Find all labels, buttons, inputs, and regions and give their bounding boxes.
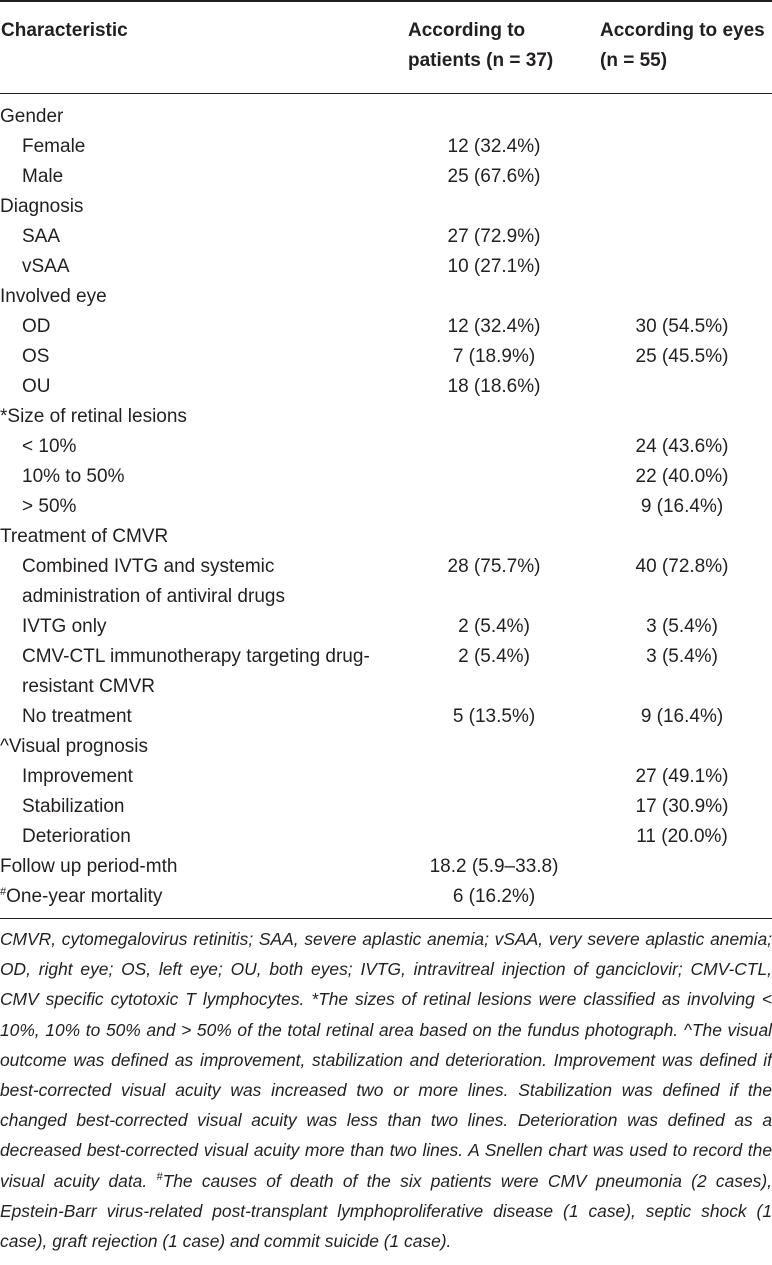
row-label [0, 612, 398, 642]
row-label [0, 402, 398, 432]
table-row [0, 822, 772, 852]
row-label-text: Diagnosis [0, 195, 84, 217]
cell-patients: 25 (67.6%) [447, 165, 541, 187]
cell-patients [398, 462, 590, 492]
table-row [0, 132, 772, 162]
row-label-text: Male [22, 165, 64, 187]
cell-eyes: 40 (72.8%) [635, 555, 729, 577]
cell-patients [398, 762, 590, 792]
table-row [0, 792, 772, 822]
table-spacer [0, 93, 772, 102]
row-label [0, 462, 398, 492]
cell-eyes: 11 (20.0%) [636, 825, 728, 847]
row-label [0, 552, 398, 612]
cell-patients: 27 (72.9%) [447, 225, 541, 247]
cell-eyes: 9 (16.4%) [640, 495, 724, 517]
table-row [0, 282, 772, 312]
row-label [0, 702, 398, 732]
table-row [0, 732, 772, 762]
cell-patients [398, 282, 590, 312]
row-label [0, 882, 398, 919]
row-label-text: ^Visual prognosis [0, 735, 148, 757]
cell-eyes: 27 (49.1%) [635, 765, 729, 787]
table-row [0, 162, 772, 192]
cell-patients [398, 192, 590, 222]
row-label-text: Gender [0, 105, 64, 127]
table-row [0, 312, 772, 342]
cell-patients: 2 (5.4%) [458, 615, 530, 637]
row-label [0, 312, 398, 342]
cell-eyes: 25 (45.5%) [635, 345, 729, 367]
row-label-mark: # [0, 885, 7, 898]
row-label-text: IVTG only [22, 615, 107, 637]
row-label [0, 372, 398, 402]
row-label-text: Improvement [22, 765, 133, 787]
cell-patients: 10 (27.1%) [447, 255, 541, 277]
footnote-hash-mark: # [156, 1170, 163, 1183]
table-row [0, 342, 772, 372]
table-row [0, 432, 772, 462]
table-row [0, 762, 772, 792]
cell-patients: 12 (32.4%) [447, 135, 541, 157]
row-label-text: *Size of retinal lesions [0, 405, 187, 427]
cell-patients: 28 (75.7%) [447, 555, 541, 577]
header-eyes: According to eyes (n = 55) [600, 20, 765, 71]
row-label-text: Involved eye [0, 285, 107, 307]
cell-eyes [590, 882, 772, 919]
cell-eyes: 17 (30.9%) [635, 795, 729, 817]
table-row [0, 102, 772, 132]
row-label-text: < 10% [22, 435, 77, 457]
cell-patients [398, 732, 590, 762]
cell-eyes [590, 162, 772, 192]
table-row [0, 552, 772, 612]
row-label [0, 342, 398, 372]
table-row [0, 192, 772, 222]
cell-patients [398, 102, 590, 132]
cell-eyes: 24 (43.6%) [635, 435, 729, 457]
row-label [0, 732, 398, 762]
row-label-text: One-year mortality [6, 885, 163, 907]
row-label-text: Follow up period-mth [0, 855, 178, 877]
cell-patients [398, 432, 590, 462]
cell-eyes: 30 (54.5%) [635, 315, 729, 337]
row-label [0, 792, 398, 822]
table-row [0, 522, 772, 552]
table-row [0, 642, 772, 702]
row-label-text: Deterioration [22, 825, 131, 847]
row-label-text: > 50% [22, 495, 77, 517]
cell-eyes [590, 732, 772, 762]
row-label-text: No treatment [22, 705, 132, 727]
table-body [0, 93, 772, 918]
table-row [0, 612, 772, 642]
cell-patients: 18.2 (5.9–33.8) [429, 855, 559, 877]
cell-patients: 2 (5.4%) [458, 645, 530, 667]
row-label [0, 102, 398, 132]
cell-eyes [590, 102, 772, 132]
cell-eyes: 3 (5.4%) [646, 615, 718, 637]
row-label [0, 642, 398, 702]
cell-eyes [590, 402, 772, 432]
row-label-text: vSAA [22, 255, 70, 277]
header-patients: According to patients (n = 37) [408, 20, 554, 71]
table-row [0, 222, 772, 252]
table-row [0, 462, 772, 492]
row-label [0, 762, 398, 792]
cell-patients [398, 522, 590, 552]
cell-eyes: 9 (16.4%) [640, 705, 724, 727]
cell-eyes [590, 192, 772, 222]
row-label [0, 282, 398, 312]
footnote-main: CMVR, cytomegalovirus retinitis; SAA, severe aplastic anemia; vSAA, very severe aplastic anemia; OD, right eye; OS, left eye; OU, both eyes; IVTG, intravitreal injection of ganciclovir; CMV-CTL, CMV specific cytotoxic T lymphocytes. *The sizes of retinal lesions were classified as involving < 10%, 10% to 50% and > 50% of the total retinal area based on the fundus photograph. ^The visual outcome was defined as improvement, stabilization and deterioration. Improvement was defined if best-corrected visual acuity was increased two or more lines. Stabilization was defined if the changed best-corrected visual acuity was less than two lines. Deterioration was defined as a decreased best-corrected visual acuity more than two lines. A Snellen chart was used to record the visual acuity data. [0, 929, 772, 1191]
row-label [0, 222, 398, 252]
cell-eyes [590, 252, 772, 282]
table-row [0, 852, 772, 882]
table-row [0, 402, 772, 432]
header-characteristic: Characteristic [1, 20, 128, 41]
table-row [0, 882, 772, 919]
row-label-text: OD [22, 315, 51, 337]
cell-eyes [590, 222, 772, 252]
row-label-text: Treatment of CMVR [0, 525, 169, 547]
table-row [0, 372, 772, 402]
row-label [0, 162, 398, 192]
cell-eyes: 3 (5.4%) [646, 645, 718, 667]
cell-patients: 18 (18.6%) [447, 375, 541, 397]
cell-patients: 6 (16.2%) [452, 885, 536, 907]
table-header [0, 1, 772, 93]
row-label-text: Stabilization [22, 795, 125, 817]
cell-eyes [590, 282, 772, 312]
row-label [0, 132, 398, 162]
cell-eyes [590, 852, 772, 882]
row-label [0, 522, 398, 552]
row-label [0, 822, 398, 852]
row-label [0, 252, 398, 282]
row-label [0, 852, 398, 882]
cell-eyes: 22 (40.0%) [635, 465, 729, 487]
row-label [0, 432, 398, 462]
table-row [0, 252, 772, 282]
cell-patients: 12 (32.4%) [447, 315, 541, 337]
row-label [0, 492, 398, 522]
table-footnote [0, 924, 772, 1256]
cell-patients [398, 492, 590, 522]
row-label-text: OU [22, 375, 51, 397]
table-row [0, 702, 772, 732]
cell-eyes [590, 132, 772, 162]
row-label-text: CMV-CTL immunotherapy targeting drug-resistant CMVR [22, 645, 370, 697]
row-label-text: SAA [22, 225, 61, 247]
row-label-text: Combined IVTG and systemic administration of antiviral drugs [22, 555, 285, 607]
cell-patients: 5 (13.5%) [452, 705, 536, 727]
cell-patients [398, 402, 590, 432]
row-label [0, 192, 398, 222]
table-row [0, 492, 772, 522]
row-label-text: 10% to 50% [22, 465, 125, 487]
cell-eyes [590, 372, 772, 402]
cell-patients [398, 822, 590, 852]
cell-patients [398, 792, 590, 822]
cell-eyes [590, 522, 772, 552]
row-label-text: Female [22, 135, 86, 157]
row-label-text: OS [22, 345, 50, 367]
footnote-mortality: The causes of death of the six patients were CMV pneumonia (2 cases), Epstein-Barr virus-related post-transplant lymphoproliferative disease (1 case), septic shock (1 case), graft rejection (1 case) and commit suicide (1 case). [0, 1170, 772, 1252]
cell-patients: 7 (18.9%) [452, 345, 536, 367]
